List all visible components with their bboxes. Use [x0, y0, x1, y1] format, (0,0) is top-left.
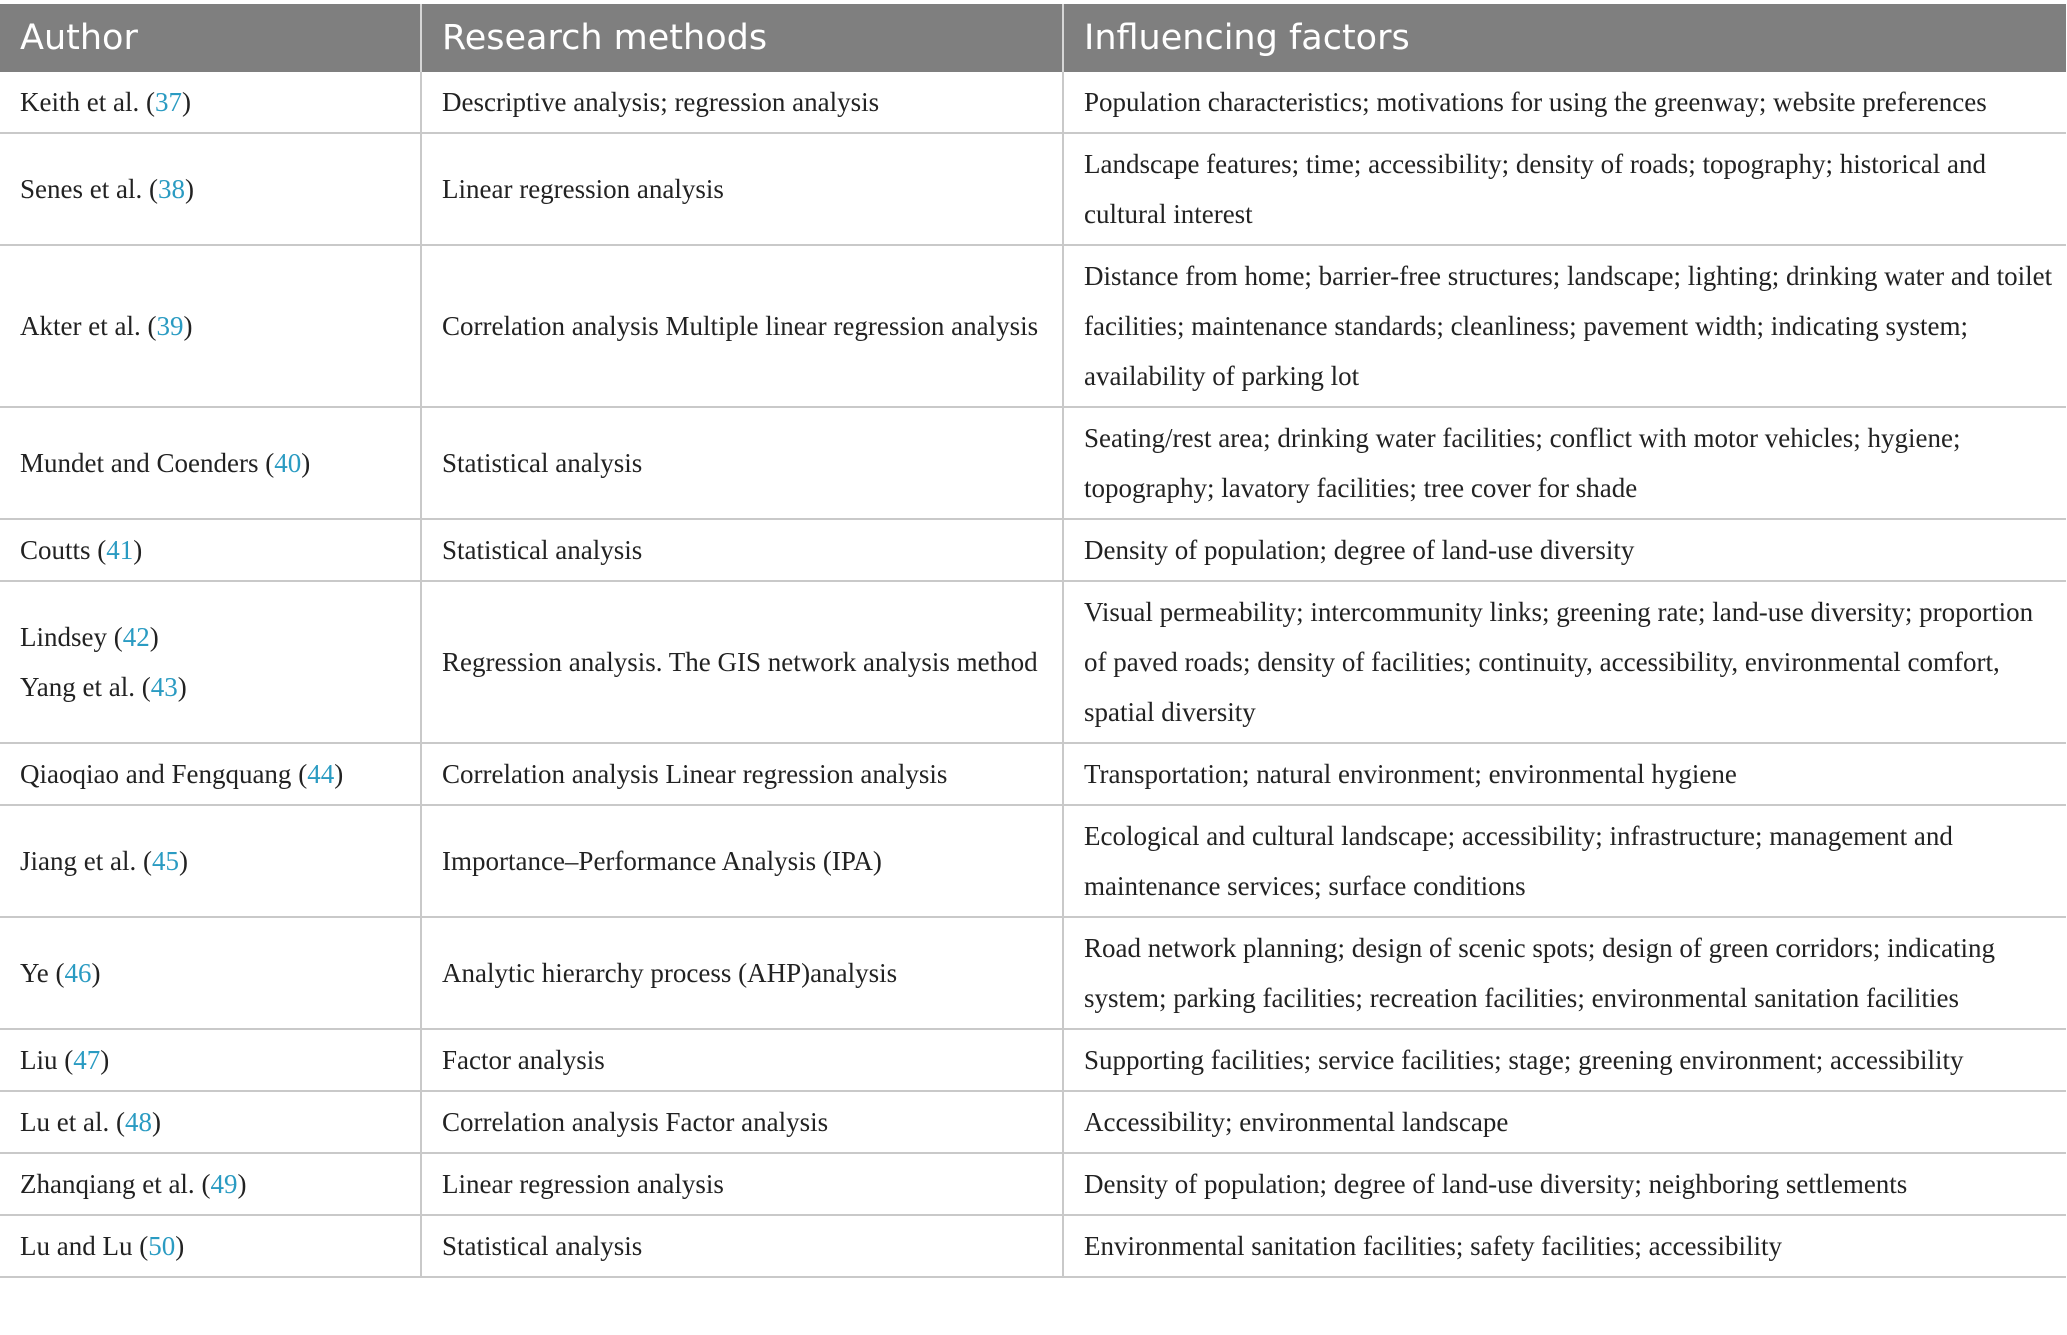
cell-author	[0, 1029, 421, 1091]
table-row	[0, 72, 2066, 133]
reference-link[interactable]: 41	[106, 535, 134, 565]
cell-research-method: Analytic hierarchy process (AHP)analysis	[421, 917, 1063, 1029]
author-entry: Mundet and Coenders (40)	[20, 448, 311, 478]
cell-influencing-factors: Supporting facilities; service facilities; stage; greening environment; accessibility	[1063, 1029, 2066, 1091]
table-header	[0, 4, 2066, 72]
cell-research-method: Correlation analysis Multiple linear regression analysis	[421, 245, 1063, 407]
table-row	[0, 805, 2066, 917]
author-entry: Coutts (41)	[20, 535, 143, 565]
cell-influencing-factors: Transportation; natural environment; environmental hygiene	[1063, 743, 2066, 805]
author-entry: Zhanqiang et al. (49)	[20, 1169, 247, 1199]
cell-influencing-factors: Environmental sanitation facilities; safety facilities; accessibility	[1063, 1215, 2066, 1277]
author-entry: Yang et al. (43)	[20, 672, 187, 702]
author-name: Mundet and Coenders	[20, 448, 259, 478]
cell-author	[0, 1215, 421, 1277]
reference-link[interactable]: 49	[210, 1169, 238, 1199]
author-name: Senes et al.	[20, 174, 143, 204]
table-row	[0, 743, 2066, 805]
author-name: Jiang et al.	[20, 846, 137, 876]
table-body	[0, 72, 2066, 1277]
cell-author	[0, 1153, 421, 1215]
cell-author	[0, 407, 421, 519]
table-row	[0, 1215, 2066, 1277]
cell-research-method: Linear regression analysis	[421, 1153, 1063, 1215]
cell-influencing-factors: Density of population; degree of land-use diversity	[1063, 519, 2066, 581]
cell-research-method: Importance–Performance Analysis (IPA)	[421, 805, 1063, 917]
table-row	[0, 917, 2066, 1029]
author-name: Lu et al.	[20, 1107, 110, 1137]
cell-research-method: Statistical analysis	[421, 407, 1063, 519]
author-name: Zhanqiang et al.	[20, 1169, 195, 1199]
author-name: Lu and Lu	[20, 1231, 133, 1261]
author-name: Coutts	[20, 535, 91, 565]
cell-author	[0, 581, 421, 743]
author-name: Lindsey	[20, 622, 107, 652]
table-row	[0, 245, 2066, 407]
cell-author	[0, 245, 421, 407]
author-entry: Ye (46)	[20, 958, 101, 988]
table-row	[0, 407, 2066, 519]
reference-link[interactable]: 50	[148, 1231, 176, 1261]
cell-research-method: Statistical analysis	[421, 519, 1063, 581]
column-header-influencing-factors: Influencing factors	[1063, 4, 2066, 72]
literature-table	[0, 4, 2066, 1278]
cell-research-method: Correlation analysis Linear regression analysis	[421, 743, 1063, 805]
reference-link[interactable]: 43	[150, 672, 178, 702]
cell-author	[0, 1091, 421, 1153]
author-entry: Liu (47)	[20, 1045, 110, 1075]
author-name: Ye	[20, 958, 49, 988]
cell-influencing-factors: Density of population; degree of land-use diversity; neighboring settlements	[1063, 1153, 2066, 1215]
reference-link[interactable]: 42	[122, 622, 150, 652]
cell-author	[0, 917, 421, 1029]
cell-influencing-factors: Visual permeability; intercommunity links; greening rate; land-use diversity; proportion of paved roads; density of facilities; continuity, accessibility, environmental comfort, spatial diversity	[1063, 581, 2066, 743]
author-name: Akter et al.	[20, 311, 141, 341]
cell-research-method: Statistical analysis	[421, 1215, 1063, 1277]
cell-research-method: Factor analysis	[421, 1029, 1063, 1091]
cell-author	[0, 519, 421, 581]
author-entry: Lu and Lu (50)	[20, 1231, 185, 1261]
reference-link[interactable]: 37	[154, 87, 182, 117]
table-row	[0, 1091, 2066, 1153]
author-entry: Lu et al. (48)	[20, 1107, 161, 1137]
header-row	[0, 4, 2066, 72]
author-entry: Akter et al. (39)	[20, 311, 193, 341]
literature-table-container	[0, 4, 2067, 1278]
cell-influencing-factors: Landscape features; time; accessibility; density of roads; topography; historical and cultural interest	[1063, 133, 2066, 245]
reference-link[interactable]: 48	[124, 1107, 152, 1137]
cell-influencing-factors: Seating/rest area; drinking water facilities; conflict with motor vehicles; hygiene; topography; lavatory facilities; tree cover for shade	[1063, 407, 2066, 519]
reference-link[interactable]: 46	[64, 958, 92, 988]
cell-influencing-factors: Accessibility; environmental landscape	[1063, 1091, 2066, 1153]
cell-author	[0, 133, 421, 245]
cell-author	[0, 805, 421, 917]
reference-link[interactable]: 39	[156, 311, 184, 341]
author-entry: Senes et al. (38)	[20, 174, 194, 204]
reference-link[interactable]: 38	[157, 174, 185, 204]
cell-influencing-factors: Ecological and cultural landscape; accessibility; infrastructure; management and maintenance services; surface conditions	[1063, 805, 2066, 917]
column-header-author: Author	[0, 4, 421, 72]
table-row	[0, 581, 2066, 743]
reference-link[interactable]: 47	[73, 1045, 101, 1075]
table-row	[0, 133, 2066, 245]
cell-author	[0, 72, 421, 133]
author-entry: Lindsey (42)	[20, 622, 159, 652]
cell-influencing-factors: Population characteristics; motivations for using the greenway; website preferences	[1063, 72, 2066, 133]
author-name: Yang et al.	[20, 672, 136, 702]
cell-influencing-factors: Distance from home; barrier-free structures; landscape; lighting; drinking water and toilet facilities; maintenance standards; cleanliness; pavement width; indicating system; availability of parking lot	[1063, 245, 2066, 407]
table-row	[0, 1153, 2066, 1215]
reference-link[interactable]: 45	[151, 846, 179, 876]
author-entry: Jiang et al. (45)	[20, 846, 188, 876]
table-row	[0, 519, 2066, 581]
cell-research-method: Descriptive analysis; regression analysis	[421, 72, 1063, 133]
author-name: Keith et al.	[20, 87, 140, 117]
reference-link[interactable]: 44	[307, 759, 335, 789]
cell-author	[0, 743, 421, 805]
cell-research-method: Correlation analysis Factor analysis	[421, 1091, 1063, 1153]
column-header-research-methods: Research methods	[421, 4, 1063, 72]
author-name: Liu	[20, 1045, 58, 1075]
cell-research-method: Regression analysis. The GIS network analysis method	[421, 581, 1063, 743]
reference-link[interactable]: 40	[274, 448, 302, 478]
cell-research-method: Linear regression analysis	[421, 133, 1063, 245]
author-name: Qiaoqiao and Fengquang	[20, 759, 292, 789]
table-row	[0, 1029, 2066, 1091]
author-entry: Keith et al. (37)	[20, 87, 191, 117]
cell-influencing-factors: Road network planning; design of scenic spots; design of green corridors; indicating system; parking facilities; recreation facilities; environmental sanitation facilities	[1063, 917, 2066, 1029]
author-entry: Qiaoqiao and Fengquang (44)	[20, 759, 344, 789]
